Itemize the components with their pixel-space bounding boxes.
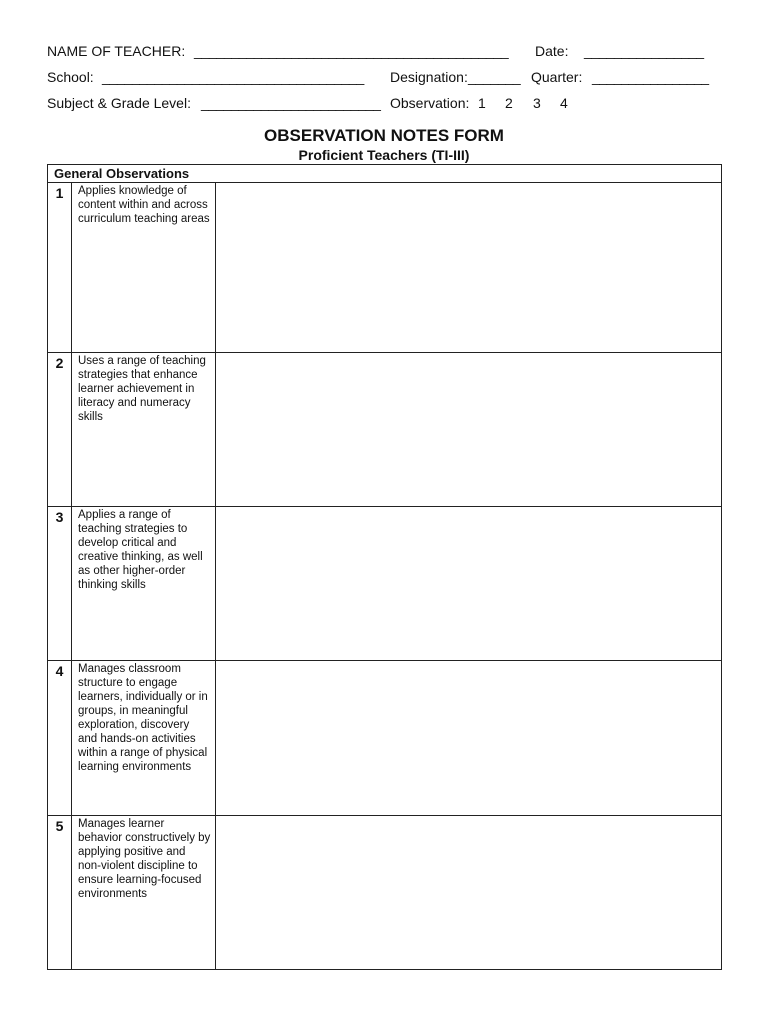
observation-option-2[interactable]: 2 [505,95,513,111]
section-header: General Observations [48,165,722,183]
criterion-text: Manages classroom structure to engage learners, individually or in groups, in meaningful exploration, discovery and hands-on activities within a range of physical learning environments [72,661,216,816]
table-row [48,507,722,661]
quarter-label: Quarter: [531,69,583,85]
table-row [48,183,722,353]
table-row [48,353,722,507]
criterion-text: Applies a range of teaching strategies to develop critical and creative thinking, as well as other higher-order thinking skills [72,507,216,661]
subject-field[interactable]: ________________________ [201,95,381,111]
teacher-label: NAME OF TEACHER: [47,43,186,59]
form-subtitle: Proficient Teachers (TI-III) [298,147,470,163]
notes-cell[interactable] [216,816,722,970]
observation-option-3[interactable]: 3 [533,95,541,111]
notes-cell[interactable] [216,507,722,661]
notes-cell[interactable] [216,661,722,816]
table-row [48,661,722,816]
row-number: 2 [48,353,72,507]
notes-cell[interactable] [216,183,722,353]
row-number: 5 [48,816,72,970]
observation-option-1[interactable]: 1 [478,95,486,111]
criterion-text: Manages learner behavior constructively by applying positive and non-violent discipline to ensure learning-focused environments [72,816,216,970]
observation-table [47,164,722,970]
designation-label: Designation: [390,69,468,85]
notes-cell[interactable] [216,353,722,507]
criterion-text: Applies knowledge of content within and across curriculum teaching areas [72,183,216,353]
criterion-text: Uses a range of teaching strategies that enhance learner achievement in literacy and numeracy skills [72,353,216,507]
row-number: 4 [48,661,72,816]
teacher-field[interactable]: __________________________________________ [194,43,509,59]
table-header-row [48,165,722,183]
observation-label: Observation: [390,95,470,111]
designation-field[interactable]: _______ [468,69,521,85]
quarter-field[interactable]: ________________ [592,69,709,85]
row-number: 3 [48,507,72,661]
subject-label: Subject & Grade Level: [47,95,191,111]
observation-option-4[interactable]: 4 [560,95,568,111]
date-label: Date: [535,43,569,59]
school-label: School: [47,69,94,85]
row-number: 1 [48,183,72,353]
date-field[interactable]: ________________ [584,43,704,59]
form-title: OBSERVATION NOTES FORM [264,126,504,145]
table-row [48,816,722,970]
school-field[interactable]: ___________________________________ [102,69,365,85]
